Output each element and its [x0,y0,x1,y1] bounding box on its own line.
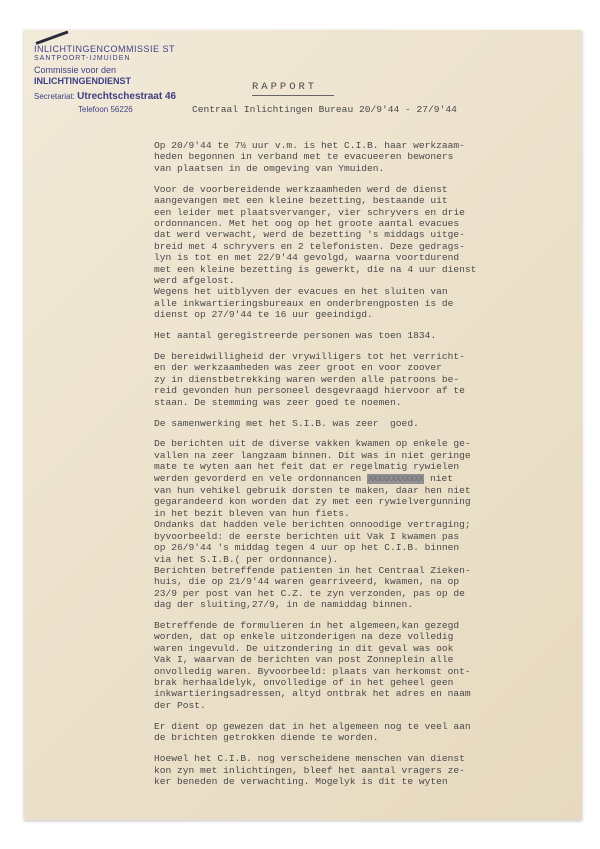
report-line: breid met 4 schryvers en 2 telefonisten. Deze gedrags- [154,240,465,252]
report-paragraph [154,418,582,429]
report-body [154,140,582,797]
report-line: van plaatsen in de omgeving van Ymuiden. [154,162,385,174]
report-line: van hun vehikel gebruik dorsten te maken, daar hen niet [154,485,471,497]
report-line: Berichten betreffende patienten in het Centraal Zieken- [154,564,471,576]
report-line: de brichten getrokken diende te worden. [154,732,379,744]
report-line: dat werd verwacht, werd de bezetting 's middags uitge- [154,229,465,241]
report-line: De samenwerking met het S.I.B. was zeer goed. [154,417,419,429]
report-line: byvoorbeeld: de eerste berichten uit Vak I kwamen pas [154,530,460,542]
report-line: huis, die op 21/9'44 waren gearriveerd, kwamen, na op [154,576,460,588]
report-line: onvolledig waren. Byvoorbeeld: plaats van herkomst ont- [154,665,471,677]
stamp-line-4: INLICHTINGENDIENST [34,76,132,86]
report-line: aangevangen met een kleine bezetting, bestaande uit [154,195,448,207]
report-paragraph [154,620,582,711]
report-line: ker beneden de verwachting. Mogelyk is dit te wyten [154,775,448,787]
report-line: op 26/9'44 's middag tegen 4 uur op het C.I.B. binnen [154,542,460,554]
report-line: met een kleine bezetting is gewerkt, die na 4 uur dienst [154,263,477,275]
document-title: RAPPORT [252,81,318,93]
report-line: heden begonnen in verband met te evacueeren bewoners [154,151,454,163]
stamp-line-2: SANTPOORT-IJMUIDEN [34,55,131,62]
document-page [24,30,582,820]
stamp-strikethrough [35,30,68,44]
report-line: Ondanks dat hadden vele berichten onnoodige vertraging; [154,519,471,531]
report-line: via het S.I.B.( per ordonnance). [154,553,339,565]
report-line: 23/9 per post van het C.Z. te zyn verzonden, pas op de [154,587,465,599]
report-line: reid gevonden hun personeel desgevraagd hiervoor af te [154,385,465,397]
report-line: worden, dat op enkele uitzonderigen na deze volledig [154,631,454,643]
report-line: gegarandeerd kon worden dat zy met een rywielvergunning [154,496,471,508]
report-line: lyn is tot en met 22/9'44 gevolgd, waarna voortdurend [154,252,460,264]
stamp-line-3: Commissie voor den [34,65,117,75]
title-underline [252,95,334,96]
report-paragraph [154,351,582,408]
report-line: inkwartieringsadressen, altyd ontbrak het adres en naam [154,688,471,700]
report-line: Vak I, waarvan de berichten van post Zonneplein alle [154,654,454,666]
redacted-text: XXXXXXXXXXXX [368,473,424,484]
report-line: werden gevorderd en vele ordonnancen XXXXXXXXXXXX niet [154,472,454,484]
report-paragraph [154,330,582,341]
stamp-line-1: INLICHTINGENCOMMISSIE ST [34,44,176,54]
report-line: Er dient op gewezen dat in het algemeen nog te veel aan [154,720,471,732]
secretariat-address: Utrechtschestraat 46 [77,91,177,102]
report-paragraph [154,140,582,174]
report-line: kon zyn met inlichtingen, bleef het aantal vragers ze- [154,764,465,776]
document-subtitle: Centraal Inlichtingen Bureau 20/9'44 - 27/9'44 [192,104,457,115]
report-line: werd afgelost. [154,274,235,286]
secretariat-label: Secretariat: [34,92,75,101]
report-line: De berichten uit de diverse vakken kwamen op enkele ge- [154,438,471,450]
report-line: en der werkzaamheden was zeer groot en voor zoover [154,362,442,374]
stamp-secretariat [34,91,204,102]
report-line: brak herhaaldelyk, onvolledige of in het geheel geen [154,677,454,689]
report-line: De bereidwilligheid der vrywilligers tot het verricht- [154,351,465,362]
report-line: Hoewel het C.I.B. nog verscheidene menschen van dienst [154,753,465,765]
report-line: der Post. [154,699,206,711]
report-line: Wegens het uitblyven der evacues en het sluiten van [154,286,448,298]
report-paragraph [154,438,582,610]
report-line: Voor de voorbereidende werkzaamheden werd de dienst [154,183,448,195]
report-line: vallen na zeer langzaam binnen. Dit was in niet geringe [154,449,471,461]
report-line: zy in dienstbetrekking waren werden alle patroons be- [154,373,460,385]
report-line: een leider met plaatsvervanger, vier schryvers en drie [154,206,465,218]
report-line: mate te wyten aan het feit dat er regelmatig rywielen [154,461,460,473]
report-line: Betreffende de formulieren in het algemeen,kan gezegd [154,620,460,632]
report-line: Op 20/9'44 te 7½ uur v.m. is het C.I.B. haar werkzaam- [154,140,465,151]
report-line: waren ingevuld. De uitzondering in dit geval was ook [154,642,454,654]
report-line: dag der sluiting,27/9, in de namiddag binnen. [154,599,414,611]
report-paragraph [154,753,582,787]
report-line: ordonnancen. Met het oog op het groote aantal evacues [154,217,460,229]
letterhead-stamp [34,44,204,114]
report-line: Het aantal geregistreerde personen was toen 1834. [154,330,437,342]
report-line: staan. De stemming was zeer goed te noemen. [154,396,402,408]
report-line: in het bezit bleven van hun fiets. [154,507,350,519]
report-line: dienst op 27/9'44 te 16 uur geeindigd. [154,309,373,321]
report-paragraph [154,184,582,321]
report-paragraph [154,721,582,744]
stamp-phone: Telefoon 56226 [78,105,133,114]
report-line: alle inkwartieringsbureaux en onderbrengposten is de [154,297,454,309]
